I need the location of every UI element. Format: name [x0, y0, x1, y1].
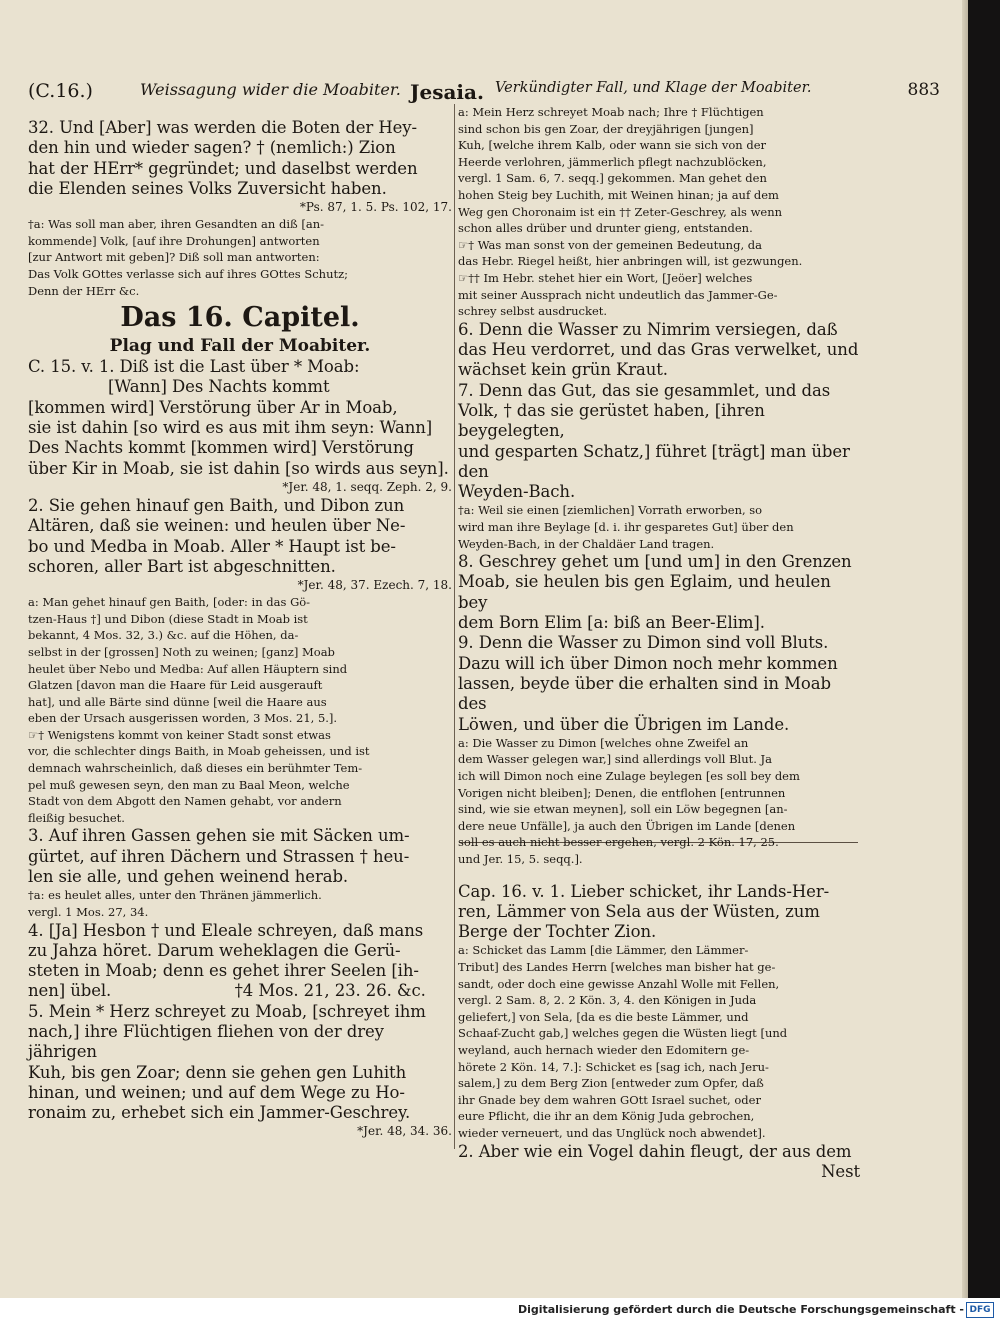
- verse-16-2: 2. Aber wie ein Vogel dahin fleugt, der aus dem: [458, 1141, 852, 1161]
- verse-2: 2. Sie gehen hinauf gen Baith, und Dibon zun Altären, daß sie weinen: und heulen über Ne- bo und Medba in Moab. Aller * Haupt ist be- schoren, aller Bart ist abgeschnitten.: [28, 495, 406, 576]
- left-column: [28, 118, 452, 1140]
- annotation: a: Man gehet hinauf gen Baith, [oder: in das Gö- tzen-Haus †] und Dibon (diese Stadt in Moab ist bekannt, 4 Mos. 32, 3.) &c. auf die Höhen, da- selbst in der [grossen] Noth zu weinen; [ganz] Moab heulet über Nebo und Medba: Auf allen Häuptern sind Glatzen [davon man die Haare für Leid ausgerauft hat], und alle Bärte sind dünne [weil die Haare aus eben der Ursach ausgerissen worden, 3 Mos. 21, 5.].: [28, 595, 348, 726]
- annotation: ☞†† Im Hebr. stehet hier ein Wort, [Jeöer] welches mit seiner Aussprach nicht undeutlich das Jammer-Ge- schrey selbst ausdrucket.: [458, 270, 778, 319]
- annotation: ☞† Was man sonst von der gemeinen Bedeutung, da das Hebr. Riegel heißt, hier anbringen will, ist gezwungen.: [458, 237, 803, 269]
- header-left-title: Weissagung wider die Moabiter.: [140, 80, 401, 99]
- chapter-subtitle: Plag und Fall der Moabiter.: [109, 336, 371, 357]
- cross-reference: *Ps. 87, 1. 5. Ps. 102, 17.: [299, 200, 452, 215]
- cross-reference: *Jer. 48, 37. Ezech. 7, 18.: [297, 578, 452, 593]
- annotation: ☞† Wenigstens kommt von keiner Stadt sonst etwas vor, die schlechter dings Baith, in Moab geheissen, und ist demnach wahrscheinlich, daß dieses ein berühmter Tem- pel muß gewesen seyn, den man zu Baal Meon, welche Stadt von dem Abgott den Namen gehabt, vor andern fleißig besuchet.: [28, 727, 370, 825]
- dfg-logo-icon: DFG: [966, 1302, 994, 1318]
- page-number: 883: [907, 80, 940, 100]
- chapter-title: Das 16. Capitel.: [120, 302, 360, 334]
- right-column: [458, 104, 860, 1182]
- annotation: a: Die Wasser zu Dimon [welches ohne Zweifel an dem Wasser gelegen war,] sind allerdings voll Blut. Ja ich will Dimon noch eine Zulage beylegen [es soll bey dem Vorigen nicht bleiben]; Denen, die entflohen [entrunnen sind, wie sie etwan meynen], soll ein Löw begegnen [an- dere neue Unfälle], ja auch den Übrigen im Lande [denen soll es auch nicht besser ergehen, vergl. 2 Kön. 17, 25. und Jer. 15, 5. seqq.].: [458, 735, 800, 866]
- verse-8: 8. Geschrey gehet um [und um] in den Grenzen Moab, sie heulen bis gen Eglaim, und heulen bey dem Born Elim [a: biß an Beer-Elim].: [458, 552, 852, 633]
- verse-4: 4. [Ja] Hesbon † und Eleale schreyen, daß mans zu Jahza höret. Darum weheklagen die Gerü- steten in Moab; denn es gehet ihrer Seelen [ih- nen] übel. †4 Mos. 21, 23. 26. &c.: [28, 920, 426, 1001]
- cross-reference: *Jer. 48, 34. 36.: [357, 1124, 452, 1139]
- verse-15-32: 32. Und [Aber] was werden die Boten der Hey- den hin und wieder sagen? † (nemlich:) Zion hat der HErr* gegründet; und daselbst werden die Elenden seines Volks Zuversicht haben.: [28, 118, 418, 198]
- annotation: a: Schicket das Lamm [die Lämmer, den Lämmer- Tribut] des Landes Herrn [welches man bisher hat ge- sandt, oder doch eine gewisse Anzahl Wolle mit Fellen, vergl. 2 Sam. 8, 2. 2 Kön. 3, 4. den Königen in Juda geliefert,] von Sela, [da es die beste Lämmer, und Schaaf-Zucht gab,] welches gegen die Wüsten liegt [und weyland, auch hernach wieder den Edomitern ge- hörete 2 Kön. 14, 7.]: Schicket es [sag ich, nach Jeru- salem,] zu dem Berg Zion [entweder zum Opfer, daß ihr Gnade bey dem wahren GOtt Israel suchet, oder eure Pflicht, die ihr an dem König Juda gebrochen, wieder verneuert, und das Unglück noch abwendet].: [458, 943, 788, 1141]
- funding-notice: Digitalisierung gefördert durch die Deutsche Forschungsgemeinschaft -: [517, 1303, 964, 1316]
- annotation: †a: Weil sie einen [ziemlichen] Vorrath erworben, so wird man ihre Beylage [d. i. ihr gesparetes Gut] über den Weyden-Bach, in der Chaldäer Land tragen.: [458, 503, 794, 551]
- verse-1: C. 15. v. 1. Diß ist die Last über * Moab: [Wann] Des Nachts kommt [kommen wird] Verstörung über Ar in Moab, sie ist dahin [so wird es aus mit ihm seyn: Wann] Des Nachts kommt [kommen wird] Verstörung über Kir in Moab, sie ist dahin [so wirds aus seyn].: [28, 357, 449, 478]
- verse-3: 3. Auf ihren Gassen gehen sie mit Säcken um- gürtet, auf ihren Dächern und Strassen † heu- len sie alle, und gehen weinend herab.: [28, 826, 410, 887]
- catchword: Nest: [821, 1161, 860, 1181]
- header-right-title: Verkündigter Fall, und Klage der Moabiter.: [495, 80, 812, 96]
- cross-reference: *Jer. 48, 1. seqq. Zeph. 2, 9.: [282, 479, 452, 494]
- header-chapter: (C.16.): [28, 80, 93, 102]
- header-book: Jesaia.: [410, 80, 484, 104]
- verse-7: 7. Denn das Gut, das sie gesammlet, und das Volk, † das sie gerüstet haben, [ihren beygelegten, und gesparten Schatz,] führet [trägt] man über den Weyden-Bach.: [458, 380, 850, 502]
- column-divider: [454, 104, 455, 1149]
- verse-5: 5. Mein * Herz schreyet zu Moab, [schreyet ihm nach,] ihre Flüchtigen fliehen von der drey jährigen Kuh, bis gen Zoar; denn sie gehen gen Luhith hinan, und weinen; und auf dem Wege zu Ho- ronaim zu, erhebet sich ein Jammer-Geschrey.: [28, 1001, 426, 1123]
- annotation: †a: es heulet alles, unter den Thränen jämmerlich. vergl. 1 Mos. 27, 34.: [28, 888, 322, 919]
- verse-6: 6. Denn die Wasser zu Nimrim versiegen, daß das Heu verdorret, und das Gras verwelket, und wächset kein grün Kraut.: [458, 319, 859, 380]
- annotation: †a: Was soll man aber, ihren Gesandten an diß [an- kommende] Volk, [auf ihre Drohungen] antworten [zur Antwort mit geben]? Diß soll man antworten: Das Volk GOttes verlasse sich auf ihres GOttes Schutz; Denn der HErr &c.: [28, 217, 349, 298]
- verse-9: 9. Denn die Wasser zu Dimon sind voll Bluts. Dazu will ich über Dimon noch mehr kommen lassen, beyde über die erhalten sind in Moab des Löwen, und über die Übrigen im Lande.: [458, 633, 838, 734]
- verse-16-1: Cap. 16. v. 1. Lieber schicket, ihr Lands-Her- ren, Lämmer von Sela aus der Wüsten, zum Berge der Tochter Zion.: [458, 881, 830, 942]
- annotation: a: Mein Herz schreyet Moab nach; Ihre † Flüchtigen sind schon bis gen Zoar, der dreyjährigen [jungen] Kuh, [welche ihrem Kalb, oder wann sie sich von der Heerde verlohren, jämmerlich pflegt nachzublöcken, vergl. 1 Sam. 6, 7. seqq.] gekommen. Man gehet den hohen Steig bey Luchith, mit Weinen hinan; ja auf dem Weg gen Choronaim ist ein †† Zeter-Geschrey, als wenn schon alles drüber und drunter gieng, entstanden.: [458, 105, 783, 236]
